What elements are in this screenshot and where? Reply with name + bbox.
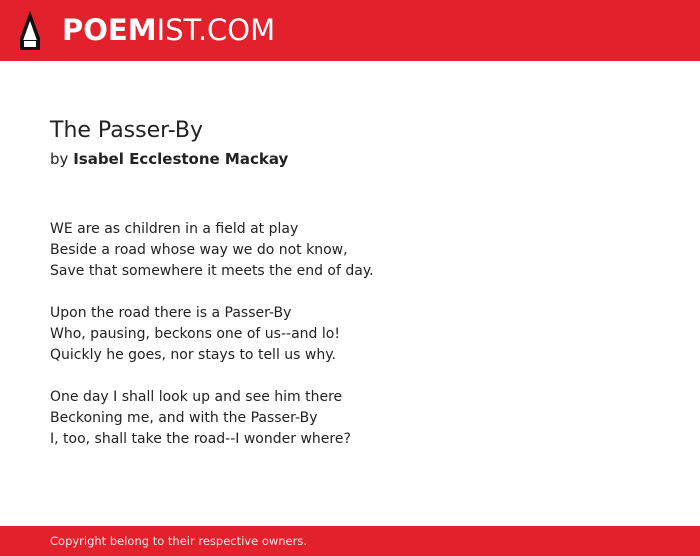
poem-stanza [50, 303, 650, 366]
pencil-tip-icon [18, 10, 42, 51]
poem-body [50, 219, 650, 450]
poem-author: Isabel Ecclestone Mackay [73, 150, 289, 168]
logo-text-bold: POEM [62, 13, 157, 47]
site-logo-link[interactable] [18, 10, 275, 51]
poem-line: Save that somewhere it meets the end of day. [50, 263, 374, 279]
poem-line: WE are as children in a field at play [50, 221, 299, 237]
site-footer [0, 526, 700, 556]
poem-line: I, too, shall take the road--I wonder where? [50, 431, 351, 447]
poem-byline [50, 149, 650, 169]
poem-line: Upon the road there is a Passer-By [50, 305, 292, 321]
poem-content [50, 116, 650, 471]
poem-line: Who, pausing, beckons one of us--and lo! [50, 326, 340, 342]
poem-title: The Passer-By [50, 118, 204, 143]
site-header [0, 0, 700, 61]
poem-line: Quickly he goes, nor stays to tell us why. [50, 347, 336, 363]
by-label: by [50, 150, 69, 168]
logo-text-light: IST.COM [156, 13, 276, 47]
poem-line: One day I shall look up and see him there [50, 389, 343, 405]
copyright-text: Copyright belong to their respective owners. [50, 534, 308, 548]
poem-stanza [50, 387, 650, 450]
site-logo-text [62, 10, 275, 51]
poem-line: Beside a road whose way we do not know, [50, 242, 348, 258]
poem-line: Beckoning me, and with the Passer-By [50, 410, 318, 426]
poem-stanza [50, 219, 650, 282]
